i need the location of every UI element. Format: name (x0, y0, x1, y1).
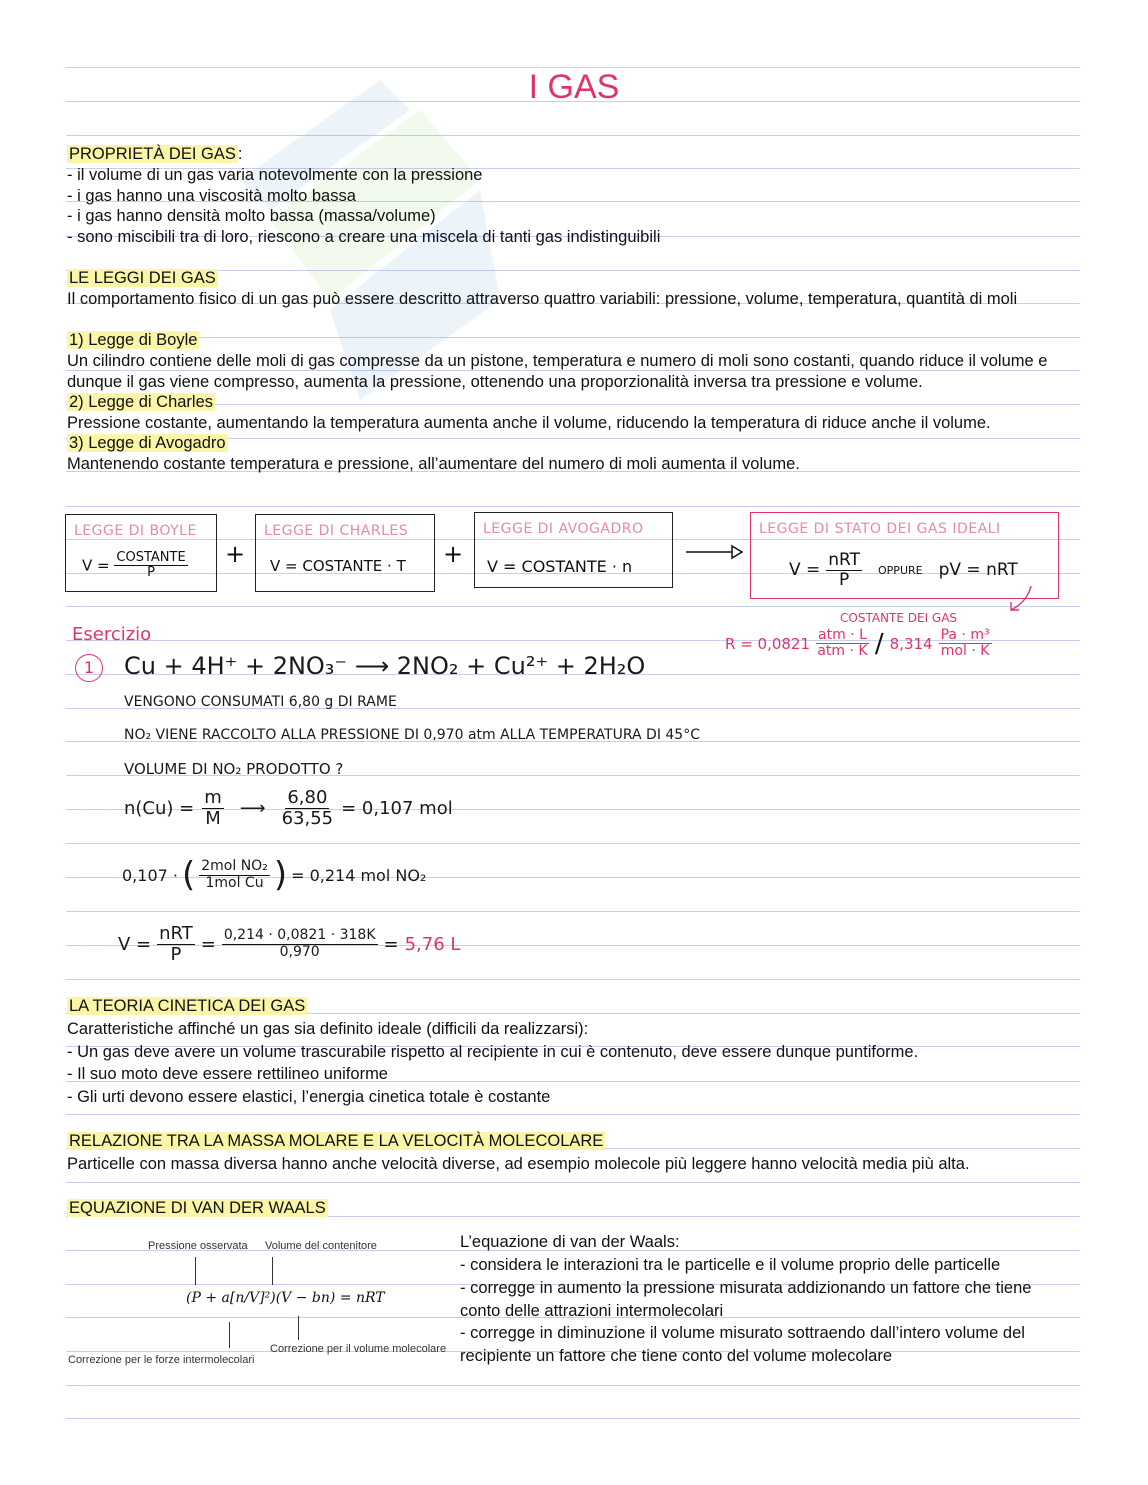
avogadro-box-formula: V = COSTANTE · n (487, 557, 633, 576)
step3-num: nRT (159, 923, 193, 944)
r2-den: mol · K (940, 643, 990, 660)
ruled-line (66, 1114, 1080, 1115)
charles-box-title: LEGGE DI CHARLES (264, 523, 409, 539)
plus-sign: + (225, 540, 246, 568)
avogadro-title: 3) Legge di Avogadro (69, 434, 226, 452)
charles-text: Pressione costante, aumentando la temperatura aumenta anche il volume, riducendo la temperatura di riduce anche il volume. (67, 414, 991, 432)
r-slash: / (874, 628, 884, 659)
kinetic-heading: LA TEORIA CINETICA DEI GAS (69, 997, 306, 1015)
gas-constant-values (725, 628, 992, 660)
properties-item: - i gas hanno una viscosità molto bassa (67, 187, 356, 205)
calc-step-stoichiometry: 0,107 · ( $\frac{\text{2mol NO₂}}{\text{1mol Cu}}$ ) = 0,214 mol NO₂ (122, 855, 427, 895)
boyle-box-title: LEGGE DI BOYLE (74, 523, 197, 539)
vdw-molvolume-label: Correzione per il volume molecolare (270, 1343, 447, 1355)
step3-eq: = (200, 933, 216, 955)
step2-den: 1mol Cu (205, 874, 264, 891)
properties-item: - il volume di un gas varia notevolmente con la pressione (67, 166, 483, 184)
exercise-heading: Esercizio (72, 624, 152, 645)
kinetic-intro: Caratteristiche affinché un gas sia definito ideale (difficili da realizzarsi): (67, 1020, 589, 1038)
ruled-line (66, 1182, 1080, 1183)
r2-prefix: 8,314 (889, 634, 933, 653)
laws-intro: Il comportamento fisico di un gas può essere descritto attraverso quattro variabili: pressione, volume, temperatura, quantità di moli (67, 290, 1018, 308)
ruled-line (66, 135, 1080, 136)
page-title: I GAS (528, 68, 620, 106)
step2-lhs: 0,107 · (122, 865, 178, 885)
step1-den: M (205, 807, 221, 829)
vdw-item: - corregge in aumento la pressione misurata addizionando un fattore che tiene conto delle attrazioni intermolecolari (460, 1279, 1032, 1320)
ruled-line (66, 1385, 1080, 1386)
step1-num2: 6,80 (287, 787, 328, 808)
properties-heading: PROPRIETÀ DEI GAS : (69, 145, 243, 163)
r-den: atm · K (817, 643, 868, 660)
step2-num: 2mol NO₂ (201, 858, 268, 875)
step1-arrow: ⟶ (239, 797, 266, 819)
calc-step-volume (118, 924, 460, 965)
vdw-pointer-line (272, 1257, 273, 1285)
step3-result: 5,76 L (404, 933, 461, 955)
ideal-box-num: nRT (828, 550, 861, 570)
vdw-pointer-line (229, 1322, 230, 1348)
avogadro-box-title: LEGGE DI AVOGADRO (483, 521, 644, 537)
ruled-line (66, 506, 1080, 507)
step1-den2: 63,55 (281, 807, 334, 829)
step2-result: = 0,214 mol NO₂ (291, 865, 427, 885)
ruled-line (66, 270, 1080, 271)
vdw-item: - corregge in diminuzione il volume misurato sottraendo dall’intero volume del recipiente un fattore che tiene conto del volume molecolare (460, 1324, 1025, 1365)
vdw-equation: (P + a[n/V]²)(V − bn) = nRT (186, 1290, 385, 1306)
step1-lhs: n(Cu) = (124, 797, 195, 819)
charles-law-box (255, 514, 435, 592)
ruled-line (66, 1418, 1080, 1419)
vdw-pointer-line (195, 1257, 196, 1285)
boyle-box-den: P (147, 565, 155, 581)
ruled-line (66, 404, 1080, 405)
molar-text: Particelle con massa diversa hanno anche velocità diverse, ad esempio molecole più leggere hanno velocità media più alta. (67, 1155, 970, 1173)
step3-lhs: V = (118, 933, 152, 955)
exercise-line: VENGONO CONSUMATI 6,80 g DI RAME (124, 694, 397, 710)
ruled-line (66, 979, 1080, 980)
step1-num: m (204, 787, 222, 808)
laws-heading: LE LEGGI DEI GAS (69, 269, 216, 287)
boyle-box-num: COSTANTE (116, 550, 186, 565)
vdw-volume-label: Volume del contenitore (265, 1240, 377, 1252)
step1-result: = 0,107 mol (341, 797, 453, 819)
vdw-forces-label: Correzione per le forze intermolecolari (68, 1354, 255, 1366)
ideal-box-lhs: V = (789, 560, 821, 581)
boyle-text: Un cilindro contiene delle moli di gas compresse da un pistone, temperatura e numero di moli sono costanti, quando riduce il volume e dunque il gas viene compresso, aumenta la pressione, ottenendo una proporzionalità inversa tra pressione e volume. (67, 352, 1048, 391)
avogadro-law-box (474, 512, 673, 588)
reaction-equation: Cu + 4H⁺ + 2NO₃⁻ ⟶ 2NO₂ + Cu²⁺ + 2H₂O (124, 652, 646, 680)
molar-heading: RELAZIONE TRA LA MASSA MOLARE E LA VELOCITÀ MOLECOLARE (69, 1132, 604, 1150)
calc-step-moles (124, 788, 453, 829)
ruled-line (66, 337, 1080, 338)
ideal-box-alt: pV = nRT (938, 560, 1018, 581)
ideal-box-title: LEGGE DI STATO DEI GAS IDEALI (759, 521, 1001, 537)
boyle-title: 1) Legge di Boyle (69, 331, 198, 349)
curved-arrow-icon (1005, 584, 1035, 614)
step3-den: P (170, 943, 182, 965)
avogadro-text: Mantenendo costante temperatura e pressione, all’aumentare del numero di moli aumenta il volume. (67, 455, 800, 473)
charles-title: 2) Legge di Charles (69, 393, 214, 411)
ruled-line (66, 843, 1080, 844)
vdw-item: - considera le interazioni tra le particelle e il volume proprio delle particelle (460, 1256, 1001, 1274)
vdw-intro: L’equazione di van der Waals: (460, 1233, 680, 1251)
vdw-pressure-label: Pressione osservata (148, 1240, 248, 1252)
boyle-law-box (65, 514, 217, 592)
charles-box-formula: V = COSTANTE · T (270, 557, 406, 575)
step3-num2: 0,214 · 0,0821 · 318K (223, 927, 376, 944)
exercise-line: NO₂ VIENE RACCOLTO ALLA PRESSIONE DI 0,970 atm ALLA TEMPERATURA DI 45°C (124, 727, 700, 743)
gas-constant-label: COSTANTE DEI GAS (840, 611, 958, 625)
ideal-box-den: P (839, 569, 850, 590)
r-num: atm · L (818, 627, 867, 643)
exercise-number: 1 (75, 654, 103, 682)
kinetic-item: - Gli urti devono essere elastici, l’energia cinetica totale è costante (67, 1088, 551, 1106)
vdw-heading: EQUAZIONE DI VAN DER WAALS (69, 1199, 326, 1217)
kinetic-item: - Il suo moto deve essere rettilineo uniforme (67, 1065, 388, 1083)
r2-num: Pa · m³ (940, 627, 990, 643)
ideal-box-oppure: OPPURE (878, 563, 923, 577)
arrow-icon (684, 544, 744, 560)
vdw-pointer-line (298, 1316, 299, 1340)
ruled-line (66, 606, 1080, 607)
properties-item: - i gas hanno densità molto bassa (massa/volume) (67, 207, 436, 225)
ruled-line (66, 911, 1080, 912)
exercise-question: VOLUME DI NO₂ PRODOTTO ? (124, 760, 344, 778)
step3-eq2: = (383, 933, 399, 955)
boyle-box-lhs: V = (82, 556, 110, 575)
properties-item: - sono miscibili tra di loro, riescono a creare una miscela di tanti gas indistinguibili (67, 228, 661, 246)
r-prefix: R = 0,0821 (725, 634, 811, 653)
plus-sign: + (443, 540, 464, 568)
kinetic-item: - Un gas deve avere un volume trascurabile rispetto al recipiente in cui è contenuto, deve essere dunque puntiforme. (67, 1043, 919, 1061)
step3-den2: 0,970 (279, 943, 320, 960)
